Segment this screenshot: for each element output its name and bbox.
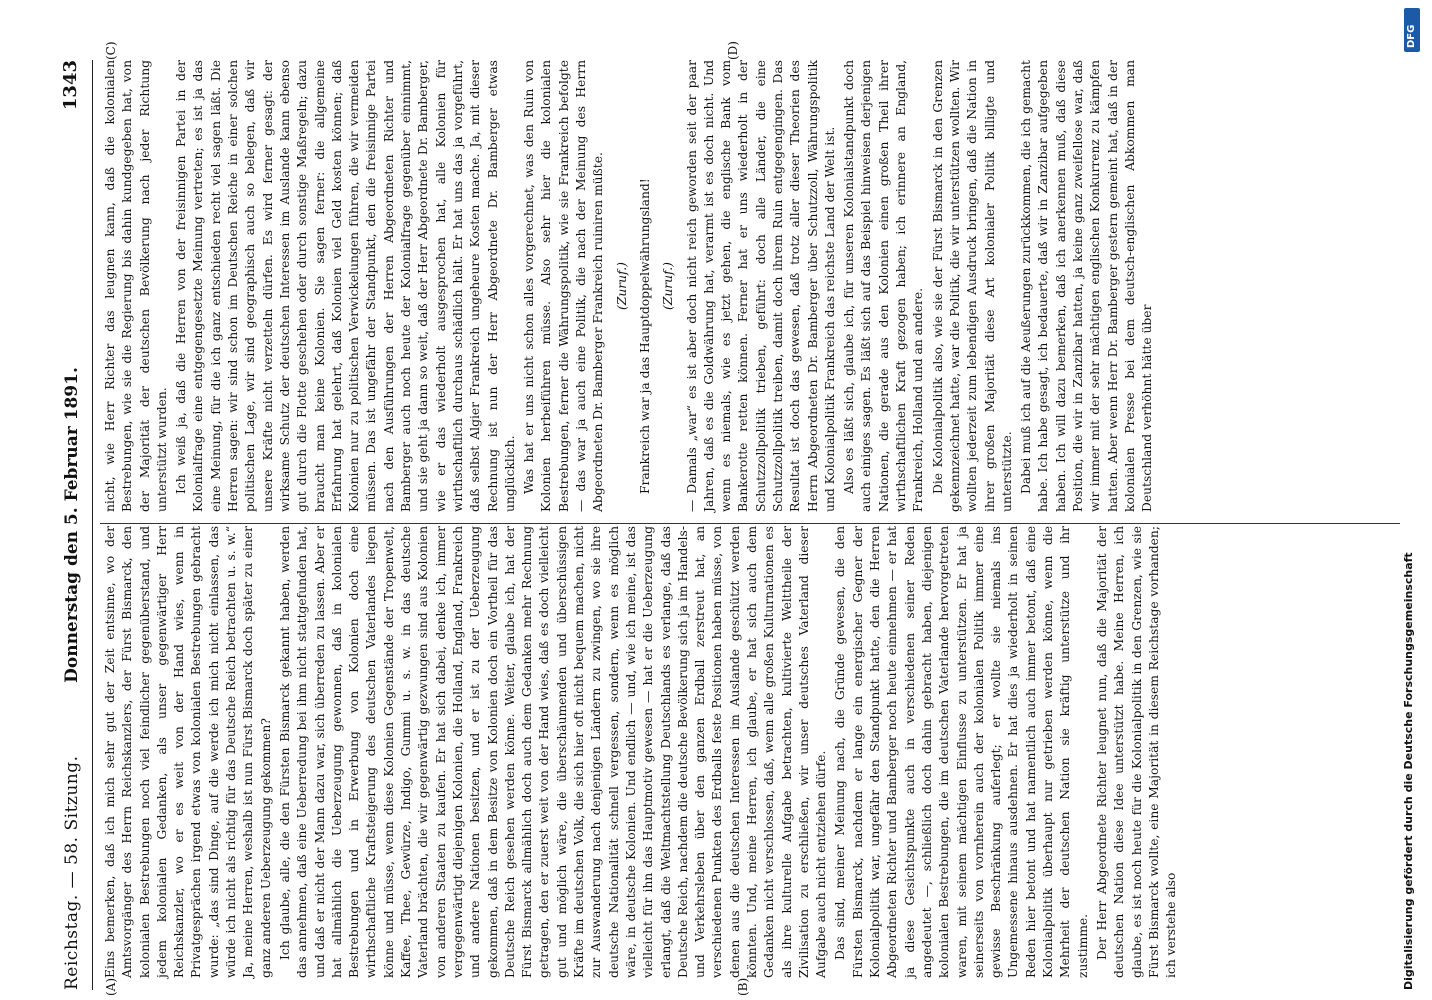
- paragraph: Dabei muß ich auf die Aeußerungen zurückkommen, die ich gemacht habe. Ich habe gesagt, ich bedauerte, daß wir in Zanzibar aufgegeben haben. Ich will dazu bemerken, daß ich anerkennen muß, daß diese Position, die wir in Zanzibar hatten, ja keine ganz zweifellose war, daß wir immer mit der sehr mächtigen englischen Konkurrenz zu kämpfen hatten. Aber wenn Herr Dr. Bamberger gestern gemeint hat, daß in der kolonialen Presse bei dem deutsch-englischen Abkommen man Deutschland verhöhnt hätte über: [1019, 60, 1155, 512]
- margin-marker-a: (A): [104, 977, 118, 996]
- column-divider: [100, 523, 1400, 524]
- margin-marker-b: (B): [736, 977, 750, 996]
- header-rule: [92, 60, 93, 990]
- digitization-note-text: Digitalisierung gefördert durch die Deutsche Forschungsgemeinschaft: [1402, 552, 1415, 990]
- paragraph: Eins bemerken, daß ich mich sehr gut der Zeit entsinne, wo der Amtsvorgänger des Herrn Reichskanzlers, der Fürst Bismarck, den kolonialen Bestrebungen noch viel feindlicher gegenüberstand, und jedem kolonialen Gedanken, als unser gegenwärtiger Herr Reichskanzler, wo er es weit von der Hand wies, wenn in Privatgesprächen irgend etwas von kolonialen Bestrebungen gebracht wurde: „das sind Dinge, auf die werde ich mich nicht einlassen, das würde ich nicht als richtig für das Deutsche Reich betrachten u. s. w.“ Ja, meine Herren, weshalb ist nun Fürst Bismarck doch später zu einer ganz anderen Ueberzeugung gekommen?: [103, 526, 273, 978]
- scanned-page: [56, 41, 1411, 1000]
- paragraph: Was hat er uns nicht schon alles vorgerechnet, was den Ruin von Kolonien herbeiführen müsse. Also sehr hier die kolonialen Bestrebungen, ferner die Währungspolitik, wie sie Frankreich befolgte — das war ja auch eine Politik, die nach der Meinung des Herrn Abgeordneten Dr. Bamberger Frankreich ruiniren müßte.: [522, 60, 606, 512]
- dfg-logo-text: DFG: [1406, 24, 1417, 48]
- paragraph: Also es läßt sich, glaube ich, für unseren Kolonialstandpunkt doch auch einiges sagen. Es läßt sich auf das Beispiel hinweisen derjenigen Nationen, die gerade aus den Kolonien einen großen Theil ihrer wirthschaftlichen Kraft gezogen haben; ich erinnere an England, Frankreich, Holland und an andere.: [842, 60, 926, 512]
- margin-marker-c: (C): [104, 41, 118, 60]
- dfg-logo: [1404, 8, 1420, 52]
- paragraph: Frankreich war ja das Hauptdoppelwährungsland!: [637, 178, 652, 494]
- digitization-note: [1402, 130, 1420, 990]
- paragraph: Ich glaube, alle, die den Fürsten Bismarck gekannt haben, werden das annehmen, daß eine Ueberredung bei ihm nicht stattgefunden hat, und daß er nicht der Mann dazu war, sich überreden zu lassen. Aber er hat allmählich die Ueberzeugung gewonnen, daß in kolonialen Bestrebungen und in Erwerbung von Kolonien doch eine wirthschaftliche Kraftsteigerung des deutschen Vaterlandes liegen könne und müsse, wenn diese Kolonien Gegenstände der Tropenwelt, Kaffee, Thee, Gewürze, Indigo, Gummi u. s. w. in das deutsche Vaterland brächten, die wir gegenwärtig gezwungen sind aus Kolonien von anderen Staaten zu kaufen. Er hat sich dabei, denke ich, immer vergegenwärtigt diejenigen Kolonien, die Holland, England, Frankreich und andere Nationen besitzen, und er ist zu der Ueberzeugung gekommen, daß in dem Besitze von Kolonien doch ein Vortheil für das Deutsche Reich gesehen werden könne. Weiter, glaube ich, hat der Fürst Bismarck allmählich doch auch dem Gedanken mehr Rechnung getragen, den er zuerst weit von der Hand wies, daß es doch vielleicht gut und möglich wäre, die überschäumenden und überschüssigen Kräfte im deutschen Volk, die sich hier oft nicht bequem machen, nicht zur Auswanderung nach denjenigen Ländern zu zwingen, wo sie ihre deutsche Nationalität schnell vergessen, sondern, wenn es möglich wäre, in deutsche Kolonien. Und endlich — und, wie ich meine, ist das vielleicht für ihn das Hauptmotiv gewesen — hat er die Ueberzeugung erlangt, daß die Weltmachtstellung Deutschlands es verlange, daß das Deutsche Reich, nachdem die deutsche Bevölkerung sich ja im Handels- und Verkehrsleben über den ganzen Erdball zerstreut hat, an verschiedenen Punkten des Erdballs feste Positionen haben müsse, von denen aus die deutschen Interessen im Auslande geschützt werden könnten. Und, meine Herren, ich glaube, er hat sich auch dem Gedanken nicht verschlossen, daß, wenn alle großen Kulturnationen es als ihre kulturelle Aufgabe betrachten, kultivierte Welttheile der Zivilisation zu erschließen, wir unser deutsches Vaterland dieser Aufgabe auch nicht entziehen dürfe.: [277, 526, 829, 978]
- right-column: [102, 60, 1159, 512]
- interjection: (Zuruf.): [614, 262, 629, 310]
- paragraph: Das sind, meiner Meinung nach, die Gründe gewesen, die den Fürsten Bismarck, nachdem er lange ein energischer Gegner der Kolonialpolitik war, ungefähr den Standpunkt hatte, den die Herren Abgeordneten Richter und Bamberger noch heute einnehmen — er hat ja diese Gesichtspunkte auch in verschiedenen seiner Reden angedeutet —, schließlich doch dahin gebracht haben, diejenigen kolonialen Bestrebungen, die im deutschen Vaterlande hervorgetreten waren, mit seinem mächtigen Einflusse zu unterstützen. Er hat ja seinerseits von vornherein auch der kolonialen Politik immer eine gewisse Beschränkung auferlegt; er wollte sie niemals ins Ungemessene hinaus ausdehnen. Er hat dies ja wiederholt in seinen Reden hier betont und hat namentlich auch immer betont, daß eine Kolonialpolitik überhaupt nur getrieben werden könne, wenn die Mehrheit der deutschen Nation sie kräftig unterstütze und ihr zustimme.: [833, 526, 1090, 978]
- paragraph: nicht, wie Herr Richter das leugnen kann, daß die kolonialen Bestrebungen, wie sie die Regierung bis dahin kundgegeben hat, von der Majorität der deutschen Bevölkerung nach jeder Richtung unterstützt wurden.: [103, 60, 169, 512]
- paragraph: Der Herr Abgeordnete Richter leugnet nun, daß die Majorität der deutschen Nation diese Idee unterstützt habe. Meine Herren, ich glaube, es ist noch heute für die Kolonialpolitik in den Grenzen, wie sie Fürst Bismarck wollte, eine Majorität in diesem Reichstage vorhanden; ich verstehe also: [1094, 526, 1179, 978]
- page-number: 1343: [60, 60, 81, 111]
- paragraph: — Damals „war“ es ist aber doch nicht reich geworden seit der paar Jahren, daß es die Goldwährung hat, verarmt ist es doch nicht. Und wenn es niemals, wie es jetzt gehen, die englische Bank vom Bankerotte retten können. Ferner hat er uns wiederholt in der Schutzzollpolitik trieben, geführt: doch alle Länder, die eine Schutzzollpolitik treiben, damit doch ihrem Ruin entgegengingen. Das Resultat ist doch das gewesen, daß trotz aller dieser Theorien des Herrn Abgeordneten Dr. Bamberger über Schutzzoll, Währungspolitik und Kolonialpolitik Frankreich das reichste Land der Welt ist.: [684, 60, 837, 512]
- page-header: [56, 60, 90, 990]
- header-date: Donnerstag den 5. Februar 1891.: [62, 367, 82, 683]
- paragraph: Die Kolonialpolitik also, wie sie der Fürst Bismarck in den Grenzen gekennzeichnet hatte, war die Politik, die wir unterstützen wollten. Wir wollten jederzeit zum lebendigen Ausdruck bringen, daß die Nation in ihrer großen Majorität diese Art kolonialer Politik billigte und unterstützte.: [930, 60, 1014, 512]
- left-column: [102, 526, 1182, 978]
- interjection: (Zuruf.): [661, 262, 676, 310]
- paragraph: Ich weiß ja, daß die Herren von der freisinnigen Partei in der Kolonialfrage eine entgegengesetzte Meinung vertreten; es ist ja das eine Meinung, für die ich ganz entschieden recht viel sagen läßt. Die Herren sagen: wir sind schon im Deutschen Reiche in einer solchen politischen Lage, wir sind geographisch auch so belegen, daß wir unsere Kräfte nicht verzetteln dürfen. Es wird ferner gesagt: der wirksame Schutz der deutschen Interessen im Auslande kann ebenso gut durch die Flotte geschehen oder durch sonstige Maßregeln; dazu braucht man keine Kolonien. Sie sagen ferner: die allgemeine Erfahrung hat gelehrt, daß Kolonien viel Geld kosten können; daß Kolonien nur zu politischen Verwickelungen führen, die wir vermeiden müssen. Das ist ungefähr der Standpunkt, den die freisinnige Partei nach den Ausführungen der Herren Abgeordneten Richter und Bamberger auch noch heute der Kolonialfrage gegenüber einnimmt, und sie geht ja dann so weit, daß der Herr Abgeordnete Dr. Bamberger, wie er das wiederholt ausgesprochen hat, alle Kolonien für wirthschaftlich durchaus schädlich hält. Er hat uns das ja vorgeführt, daß selbst Algier Frankreich ungeheure Kosten mache. Ja, mit dieser Rechnung ist nun der Herr Abgeordnete Dr. Bamberger etwas unglücklich.: [174, 60, 517, 512]
- header-session: Reichstag. — 58. Sitzung.: [62, 755, 82, 990]
- margin-marker-d: (D): [726, 41, 740, 60]
